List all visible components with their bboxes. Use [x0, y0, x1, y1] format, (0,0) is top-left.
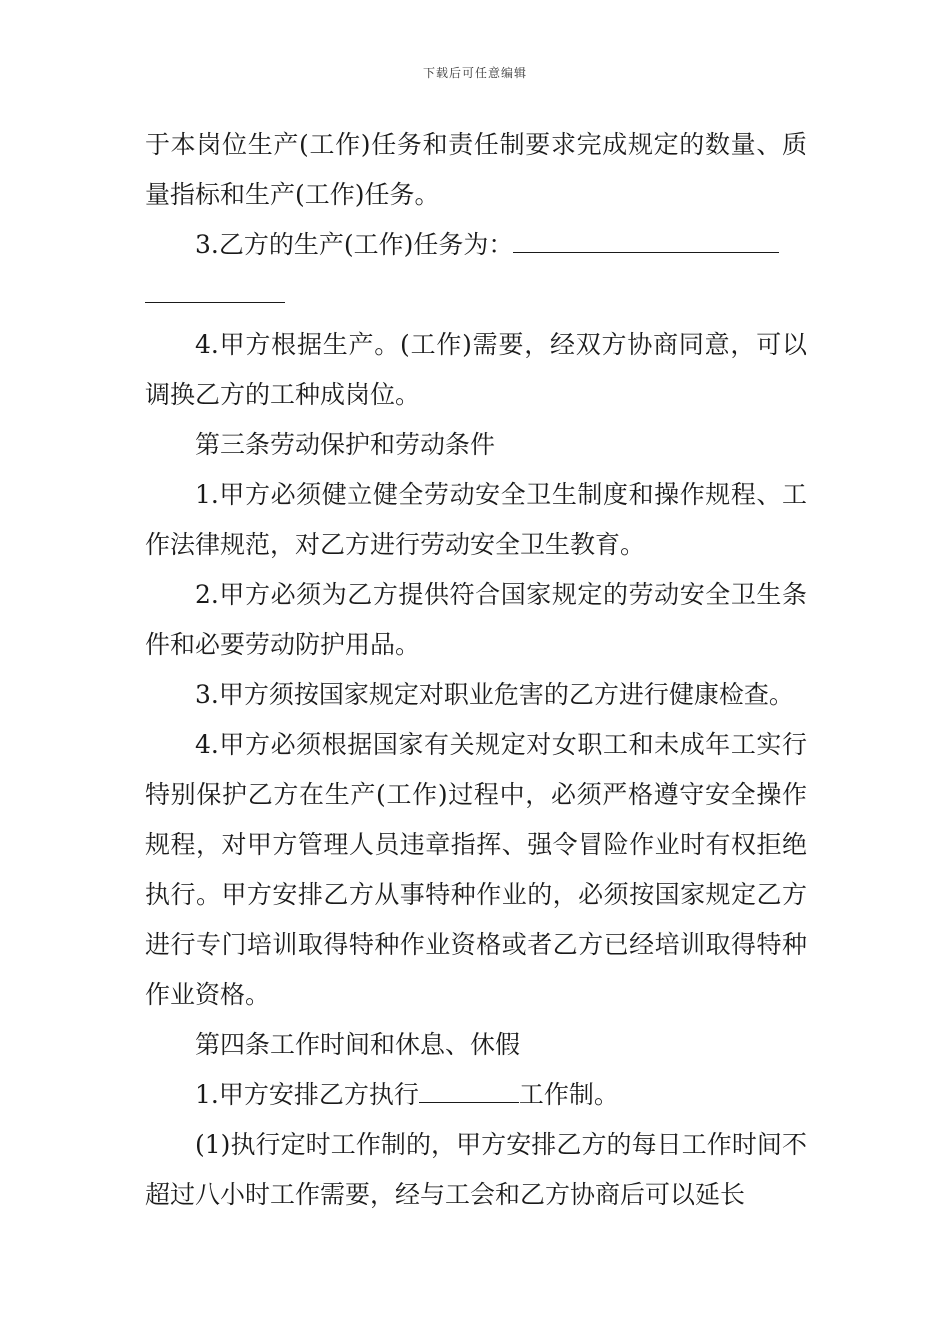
paragraph-fixed-hours: (1)执行定时工作制的，甲方安排乙方的每日工作时间不超过八小时工作需要，经与工会和乙方协商后可以延长	[145, 1130, 807, 1209]
work-system-blank[interactable]	[419, 1070, 519, 1103]
work-system-suffix: 工作制。	[518, 1080, 619, 1109]
production-task-label: 3.乙方的生产(工作)任务为：	[195, 230, 514, 259]
paragraph-job-transfer: 4.甲方根据生产。(工作)需要，经双方协商同意，可以调换乙方的工种成岗位。	[145, 330, 807, 409]
document-body	[145, 120, 807, 1220]
paragraph-work-system	[145, 1070, 807, 1120]
paragraph-safety-system: 1.甲方必须健立健全劳动安全卫生制度和操作规程、工作法律规范，对乙方进行劳动安全卫生教育。	[145, 480, 807, 559]
paragraph-task-requirements: 于本岗位生产(工作)任务和责任制要求完成规定的数量、质量指标和生产(工作)任务。	[145, 130, 807, 209]
page-header: 下载后可任意编辑	[422, 66, 527, 80]
production-task-blank[interactable]	[513, 220, 779, 253]
production-task-blank-row	[145, 270, 807, 320]
paragraph-special-protection: 4.甲方必须根据国家有关规定对女职工和未成年工实行特别保护乙方在生产(工作)过程中，必须严格遵守安全操作规程，对甲方管理人员违章指挥、强令冒险作业时有权拒绝执行。甲方安排乙方从事特种作业的，必须按国家规定乙方进行专门培训取得特种作业资格或者乙方已经培训取得特种作业资格。	[145, 730, 807, 1009]
paragraph-health-check: 3.甲方须按国家规定对职业危害的乙方进行健康检查。	[195, 680, 794, 709]
article-four-heading: 第四条工作时间和休息、休假	[195, 1030, 521, 1059]
production-task-blank-continued[interactable]	[145, 270, 285, 303]
article-three-heading: 第三条劳动保护和劳动条件	[195, 430, 496, 459]
work-system-label: 1.甲方安排乙方执行	[195, 1080, 419, 1109]
paragraph-safety-conditions: 2.甲方必须为乙方提供符合国家规定的劳动安全卫生条件和必要劳动防护用品。	[145, 580, 807, 659]
paragraph-production-task	[145, 220, 807, 270]
